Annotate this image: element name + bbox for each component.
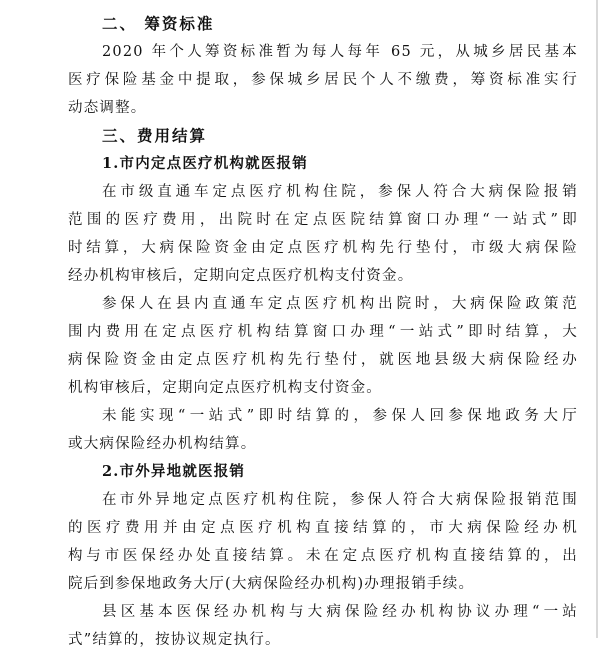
paragraph-line: 病保险资金由定点医疗机构先行垫付，就医地县级大病保险经办 <box>68 352 578 368</box>
paragraph-line: 县区基本医保经办机构与大病保险经办机构协议办理“一站 <box>102 604 578 620</box>
paragraph-line: 医疗保险基金中提取，参保城乡居民个人不缴费，筹资标准实行 <box>68 72 578 88</box>
paragraph-line: 机构审核后，定期向定点医疗机构支付资金。 <box>68 380 382 396</box>
paragraph-line: 在市外异地定点医疗机构住院，参保人符合大病保险报销范围 <box>102 492 578 508</box>
paragraph-line: 2020 年个人筹资标准暂为每人每年 65 元，从城乡居民基本 <box>102 44 578 60</box>
paragraph-line: 或大病保险经办机构结算。 <box>68 436 257 452</box>
paragraph-line: 院后到参保地政务大厅(大病保险经办机构)办理报销手续。 <box>68 576 475 592</box>
paragraph-line: 构与市医保经办处直接结算。未在定点医疗机构直接结算的，出 <box>68 548 578 564</box>
section-heading-cost-settlement: 三、费用结算 <box>102 126 208 145</box>
paragraph-line: 围内费用在定点医疗机构结算窗口办理“一站式”即时结算，大 <box>68 324 578 340</box>
paragraph-line: 式”结算的，按协议规定执行。 <box>68 632 281 648</box>
section-heading-funding-standard: 二、 筹资标准 <box>102 14 215 33</box>
subheading-local-reimbursement: 1.市内定点医疗机构就医报销 <box>102 155 308 172</box>
paragraph-line: 时结算，大病保险资金由定点医疗机构先行垫付，市级大病保险 <box>68 240 578 256</box>
paragraph-line: 经办机构审核后，定期向定点医疗机构支付资金。 <box>68 268 414 284</box>
paragraph-line: 的医疗费用并由定点医疗机构直接结算的，市大病保险经办机 <box>68 520 578 536</box>
paragraph-line: 动态调整。 <box>68 100 147 116</box>
paragraph-line: 在市级直通车定点医疗机构住院，参保人符合大病保险报销 <box>102 184 578 200</box>
subheading-offsite-reimbursement: 2.市外异地就医报销 <box>102 463 246 480</box>
paragraph-line: 未能实现“一站式”即时结算的，参保人回参保地政务大厅 <box>102 408 578 424</box>
paragraph-line: 参保人在县内直通车定点医疗机构出院时，大病保险政策范 <box>102 296 578 312</box>
paragraph-line: 范围的医疗费用，出院时在定点医院结算窗口办理“一站式”即 <box>68 212 578 228</box>
